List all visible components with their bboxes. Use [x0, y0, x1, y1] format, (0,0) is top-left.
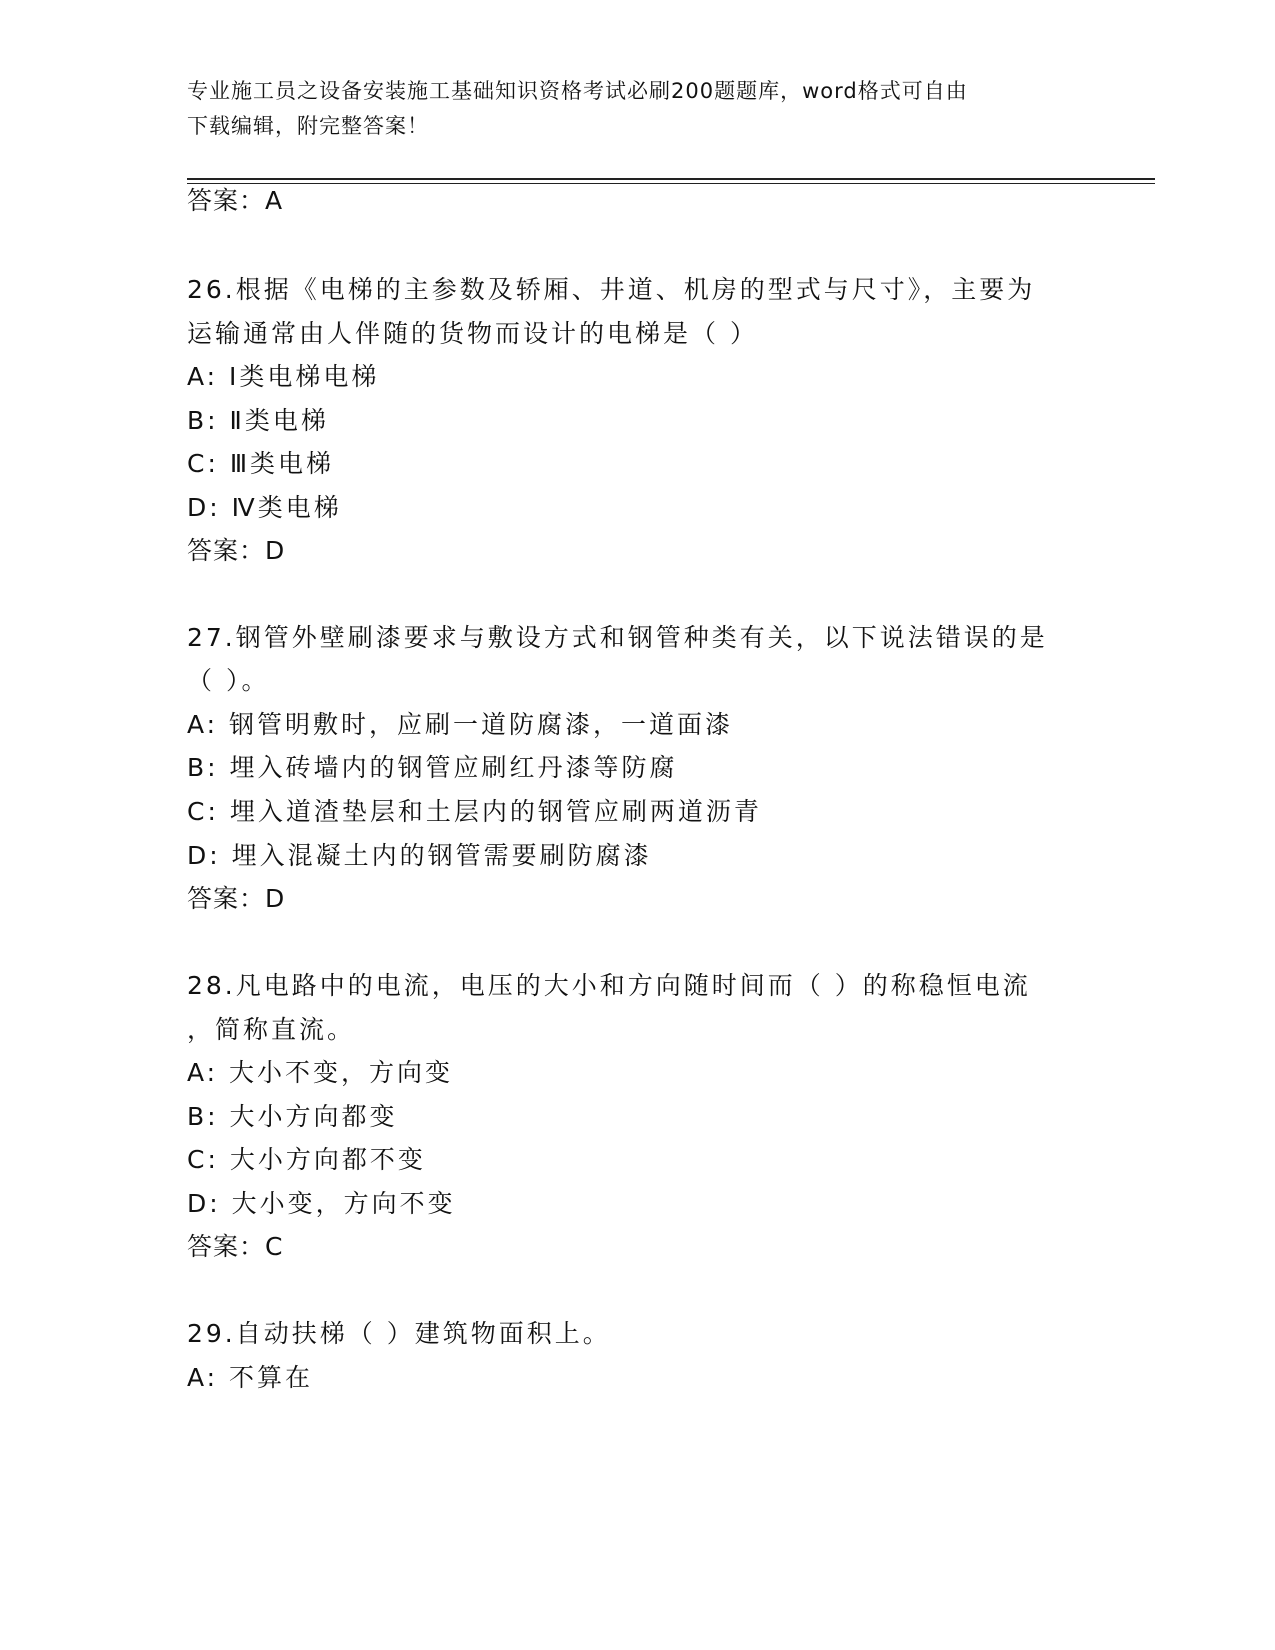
- q28-option-b: B: 大小方向都变: [187, 1102, 398, 1131]
- header-divider-thin: [187, 183, 1155, 184]
- q27-option-d: D: 埋入混凝土内的钢管需要刷防腐漆: [187, 841, 652, 870]
- header-line-2: 下载编辑，附完整答案！: [187, 114, 429, 138]
- q26-answer: 答案：D: [187, 536, 286, 565]
- q27-answer: 答案：D: [187, 884, 286, 913]
- q29-option-a: A: 不算在: [187, 1363, 314, 1392]
- q28-option-d: D: 大小变，方向不变: [187, 1189, 456, 1218]
- q28-option-a: A: 大小不变，方向变: [187, 1058, 454, 1087]
- q28-stem-line-1: 28.凡电路中的电流，电压的大小和方向随时间而（ ）的称稳恒电流: [187, 971, 1031, 1000]
- header-divider-thick: [187, 178, 1155, 180]
- q28-answer: 答案：C: [187, 1232, 284, 1261]
- q27-option-c: C: 埋入道渣垫层和土层内的钢管应刷两道沥青: [187, 797, 762, 826]
- q26-stem-line-1: 26.根据《电梯的主参数及轿厢、井道、机房的型式与尺寸》，主要为: [187, 275, 1036, 304]
- q26-option-a: A: Ⅰ类电梯电梯: [187, 362, 380, 391]
- q27-stem-line-2: （ ）。: [187, 666, 270, 695]
- q27-option-a: A: 钢管明敷时，应刷一道防腐漆，一道面漆: [187, 710, 734, 739]
- q28-stem-line-2: ，简称直流。: [187, 1015, 356, 1044]
- answer-25: 答案：A: [187, 186, 284, 215]
- q26-option-d: D: Ⅳ类电梯: [187, 493, 342, 522]
- q27-option-b: B: 埋入砖墙内的钢管应刷红丹漆等防腐: [187, 753, 678, 782]
- q26-stem-line-2: 运输通常由人伴随的货物而设计的电梯是（ ）: [187, 319, 758, 348]
- header-line-1: 专业施工员之设备安装施工基础知识资格考试必刷200题题库，word格式可自由: [187, 79, 968, 103]
- q26-option-b: B: Ⅱ类电梯: [187, 406, 329, 435]
- q27-stem-line-1: 27.钢管外壁刷漆要求与敷设方式和钢管种类有关，以下说法错误的是: [187, 623, 1048, 652]
- q26-option-c: C: Ⅲ类电梯: [187, 449, 335, 478]
- q29-stem-line-1: 29.自动扶梯（ ）建筑物面积上。: [187, 1319, 611, 1348]
- q28-option-c: C: 大小方向都不变: [187, 1145, 426, 1174]
- document-header: [187, 74, 1087, 144]
